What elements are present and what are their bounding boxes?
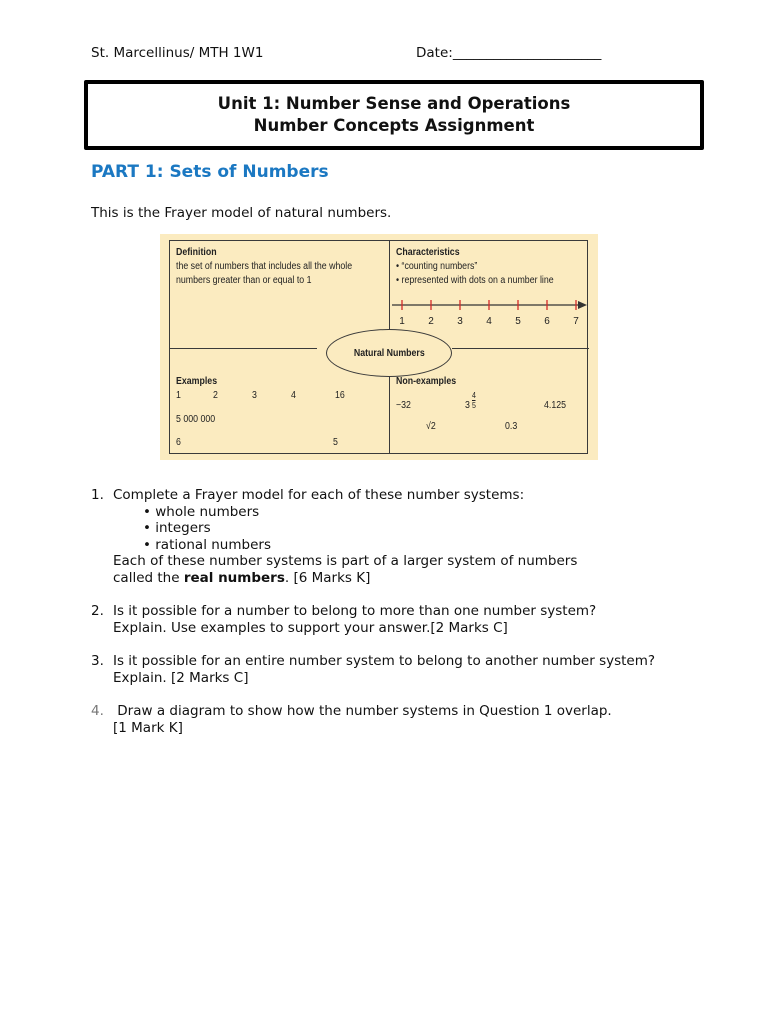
course-label: St. Marcellinus/ MTH 1W1 [91,45,264,61]
example-item: 1 [176,390,181,401]
unit-title: Unit 1: Number Sense and Operations [217,94,571,113]
question-number: 1. [91,487,104,503]
intro-text: This is the Frayer model of natural numbers. [91,205,392,221]
question-3 [91,653,751,687]
example-item: 5 [333,437,338,448]
non-example-item: −32 [396,400,411,411]
number-line-label: 2 [428,316,434,327]
question-number: 2. [91,603,104,619]
question-text-line: [1 Mark K] [113,719,183,736]
examples-heading: Examples [176,376,218,387]
number-line [390,297,590,331]
date-field: Date:______________________ [416,45,602,61]
number-line-label: 3 [457,316,463,327]
non-example-mixed-whole: 3 [465,400,470,411]
bullet-item: • integers [143,520,211,536]
non-example-mixed-fraction [472,391,476,410]
example-item: 2 [213,390,218,401]
number-line-label: 4 [486,316,492,327]
text-pre: called the [113,569,184,586]
frayer-divider-left [170,348,317,349]
example-item: 4 [291,390,296,401]
definition-line-2: numbers greater than or equal to 1 [176,275,312,286]
example-item: 5 000 000 [176,414,216,425]
example-item: 16 [335,390,345,401]
assignment-title: Number Concepts Assignment [253,116,535,135]
question-text: Is it possible for a number to belong to more than one number system? [113,603,597,619]
text-post: . [6 Marks K] [284,569,371,586]
title-box [84,80,704,150]
non-example-item: 0.3 [505,421,518,432]
number-line-label: 5 [515,316,521,327]
characteristic-1: • “counting numbers” [396,261,478,272]
question-number: 3. [91,653,104,669]
question-2 [91,603,731,637]
frayer-frame [169,240,588,454]
question-text-line: Explain. [2 Marks C] [113,669,249,686]
question-text-line: Explain. Use examples to support your answer.[2 Marks C] [113,619,508,636]
real-numbers-term: real numbers [183,569,285,586]
center-oval [326,329,452,377]
characteristic-2: • represented with dots on a number line [396,275,554,286]
question-text: Is it possible for an entire number system to belong to another number system? [113,653,656,669]
non-example-item: √2 [426,421,436,432]
non-example-item: 4.125 [544,400,567,411]
number-line-label: 7 [573,316,579,327]
question-text: Complete a Frayer model for each of these number systems: [113,487,525,503]
question-text: Draw a diagram to show how the number systems in Question 1 overlap. [113,703,612,719]
frayer-divider-right [452,348,589,349]
example-item: 3 [252,390,257,401]
non-examples-heading: Non-examples [396,376,457,387]
question-text-line [113,570,370,587]
bullet-item: • whole numbers [143,503,260,520]
number-line-label: 6 [544,316,550,327]
frayer-model [160,234,598,460]
fraction-denominator: 5 [472,401,476,410]
question-number: 4. [91,703,104,719]
center-label: Natural Numbers [353,347,425,359]
definition-heading: Definition [176,247,217,258]
question-1 [91,487,731,587]
part-heading: PART 1: Sets of Numbers [91,162,329,182]
number-line-label: 1 [399,316,405,327]
number-line-arrow [578,301,587,309]
example-item: 6 [176,437,181,448]
bullet-item: • rational numbers [143,536,271,553]
question-text-line: Each of these number systems is part of a larger system of numbers [113,553,578,569]
question-4 [91,703,731,737]
definition-line-1: the set of numbers that includes all the whole [176,261,353,272]
characteristics-heading: Characteristics [396,247,460,258]
fraction-numerator: 4 [472,391,476,400]
